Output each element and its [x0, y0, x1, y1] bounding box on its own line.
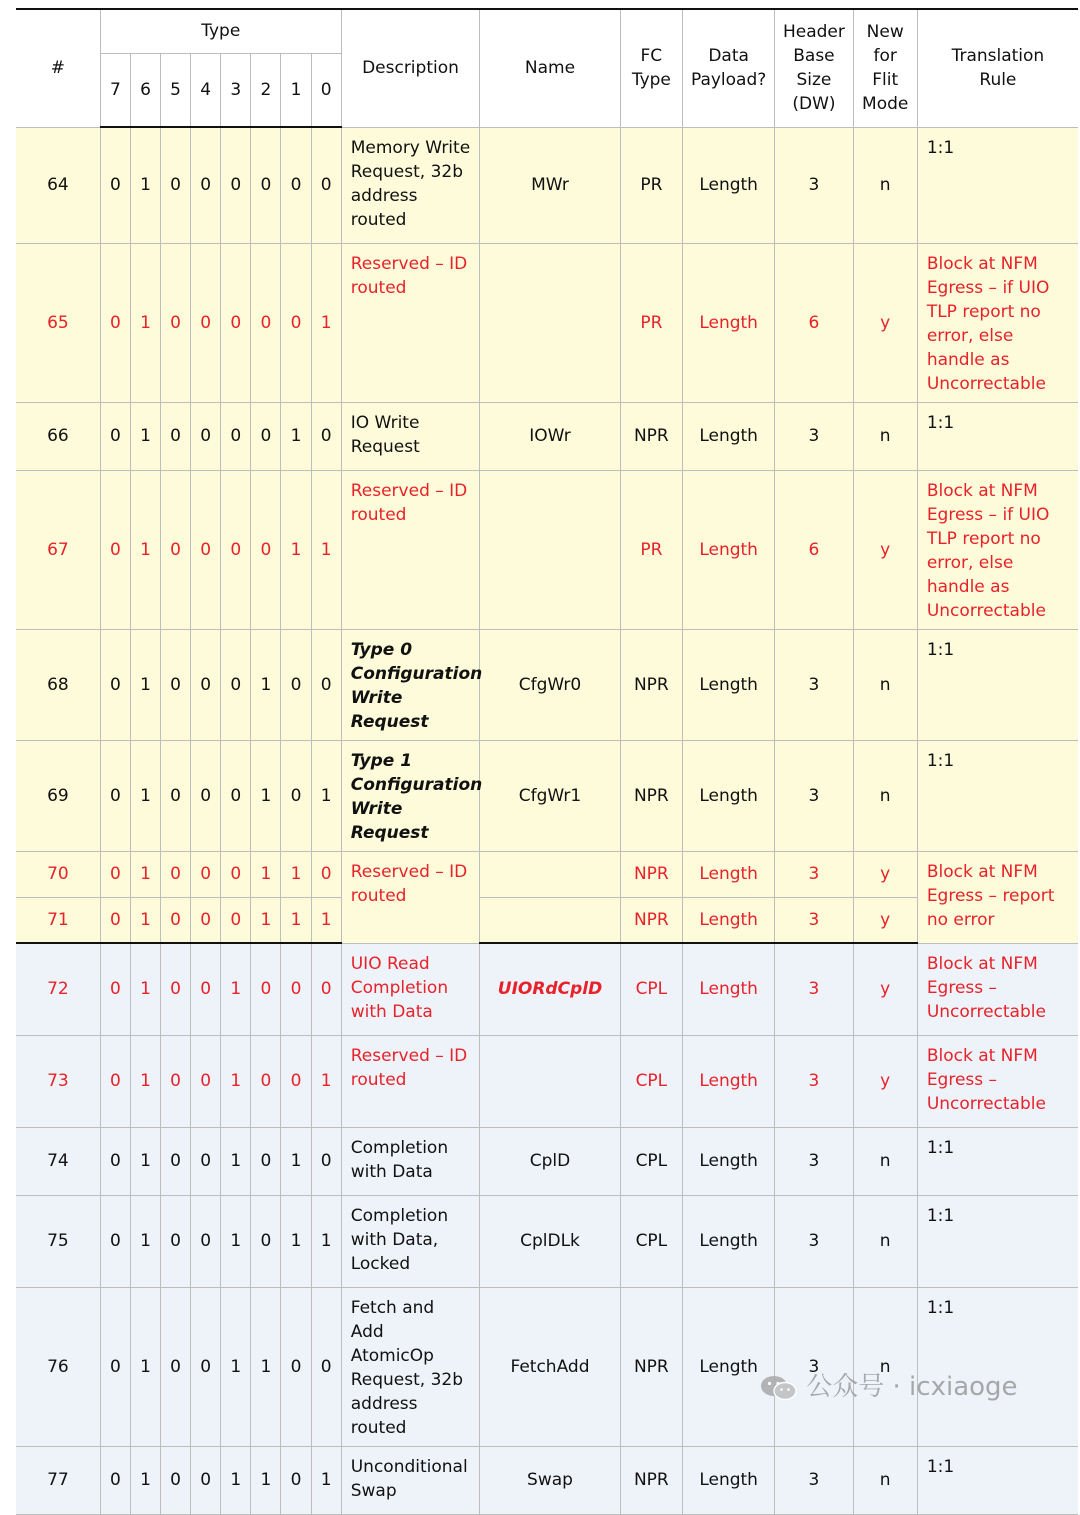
bit-cell: 0 [281, 243, 311, 402]
bit-cell: 0 [251, 243, 281, 402]
table-row [16, 243, 1078, 402]
bit-cell: 0 [100, 127, 130, 243]
col-rule-header: Translation Rule [917, 9, 1078, 127]
translation-rule-cell: Block at NFM Egress – if UIO TLP report no error, else handle as Uncorrectable [917, 243, 1078, 402]
data-payload-cell: Length [682, 470, 774, 629]
table-row [16, 1035, 1078, 1127]
translation-rule-cell: 1:1 [917, 1127, 1078, 1195]
new-flit-cell: n [853, 402, 917, 470]
bit-cell: 0 [161, 897, 191, 943]
translation-rule-cell: 1:1 [917, 1287, 1078, 1446]
bit-cell: 1 [130, 740, 160, 851]
bit-cell: 1 [281, 1127, 311, 1195]
bit-cell: 0 [191, 127, 221, 243]
bit-cell: 0 [100, 897, 130, 943]
col-description-header: Description [341, 9, 480, 127]
bit-cell: 0 [100, 1127, 130, 1195]
bit-cell: 0 [100, 470, 130, 629]
bit-cell: 0 [191, 1287, 221, 1446]
bit-cell: 0 [161, 943, 191, 1035]
bit-header: 3 [221, 53, 251, 127]
col-new-flit-header: New for Flit Mode [853, 9, 917, 127]
new-flit-cell: y [853, 470, 917, 629]
bit-cell: 0 [251, 1127, 281, 1195]
new-flit-cell: y [853, 243, 917, 402]
fc-type-cell: PR [620, 127, 682, 243]
bit-cell: 1 [251, 629, 281, 740]
row-number-cell: 65 [16, 243, 100, 402]
translation-rule-cell: 1:1 [917, 740, 1078, 851]
col-payload-header: Data Payload? [682, 9, 774, 127]
description-cell: IO Write Request [341, 402, 480, 470]
bit-cell: 0 [161, 243, 191, 402]
bit-cell: 0 [161, 402, 191, 470]
bit-cell: 0 [100, 1287, 130, 1446]
bit-cell: 0 [191, 470, 221, 629]
header-size-cell: 6 [775, 470, 853, 629]
bit-cell: 0 [311, 127, 341, 243]
bit-cell: 1 [130, 943, 160, 1035]
bit-cell: 0 [161, 851, 191, 897]
new-flit-cell: y [853, 943, 917, 1035]
fc-type-cell: PR [620, 470, 682, 629]
name-cell: CfgWr1 [480, 740, 621, 851]
bit-cell: 0 [221, 127, 251, 243]
data-payload-cell: Length [682, 402, 774, 470]
description-cell: Unconditional Swap [341, 1446, 480, 1514]
new-flit-cell: y [853, 851, 917, 897]
bit-cell: 0 [221, 897, 251, 943]
name-cell: CplDLk [480, 1195, 621, 1287]
data-payload-cell: Length [682, 1195, 774, 1287]
bit-header: 4 [191, 53, 221, 127]
bit-cell: 1 [251, 1287, 281, 1446]
bit-cell: 0 [191, 402, 221, 470]
table-row [16, 740, 1078, 851]
bit-cell: 0 [191, 943, 221, 1035]
translation-rule-cell: 1:1 [917, 1446, 1078, 1514]
data-payload-cell: Length [682, 243, 774, 402]
name-cell: FetchAdd [480, 1287, 621, 1446]
bit-cell: 0 [191, 740, 221, 851]
name-cell [480, 243, 621, 402]
bit-cell: 1 [130, 1287, 160, 1446]
bit-cell: 1 [311, 1195, 341, 1287]
bit-cell: 1 [281, 470, 311, 629]
bit-cell: 0 [100, 851, 130, 897]
bit-header: 6 [130, 53, 160, 127]
col-header-size-header: Header Base Size (DW) [775, 9, 853, 127]
bit-cell: 0 [161, 1035, 191, 1127]
bit-cell: 0 [281, 127, 311, 243]
bit-cell: 1 [311, 1035, 341, 1127]
bit-cell: 0 [221, 470, 251, 629]
fc-type-cell: NPR [620, 402, 682, 470]
name-cell: Swap [480, 1446, 621, 1514]
description-cell: Fetch and Add AtomicOp Request, 32b address routed [341, 1287, 480, 1446]
wechat-icon [760, 1374, 798, 1402]
new-flit-cell: n [853, 1127, 917, 1195]
tlp-type-table [16, 8, 1078, 1515]
data-payload-cell: Length [682, 629, 774, 740]
bit-cell: 0 [281, 740, 311, 851]
bit-cell: 0 [311, 1287, 341, 1446]
bit-cell: 0 [100, 1195, 130, 1287]
fc-type-cell: CPL [620, 943, 682, 1035]
bit-cell: 0 [161, 1195, 191, 1287]
bit-cell: 0 [100, 1035, 130, 1127]
bit-cell: 0 [161, 1287, 191, 1446]
bit-header: 0 [311, 53, 341, 127]
data-payload-cell: Length [682, 127, 774, 243]
header-size-cell: 3 [775, 1287, 853, 1446]
bit-cell: 0 [311, 1127, 341, 1195]
header-size-cell: 3 [775, 943, 853, 1035]
bit-header: 2 [251, 53, 281, 127]
new-flit-cell: n [853, 127, 917, 243]
bit-cell: 0 [161, 629, 191, 740]
row-number-cell: 77 [16, 1446, 100, 1514]
bit-cell: 1 [311, 740, 341, 851]
name-cell: UIORdCplD [480, 943, 621, 1035]
bit-cell: 1 [130, 1035, 160, 1127]
header-size-cell: 3 [775, 127, 853, 243]
table-row [16, 851, 1078, 897]
bit-header: 1 [281, 53, 311, 127]
bit-cell: 1 [311, 897, 341, 943]
bit-cell: 0 [311, 943, 341, 1035]
bit-cell: 0 [161, 1446, 191, 1514]
bit-cell: 0 [100, 1446, 130, 1514]
bit-cell: 0 [161, 127, 191, 243]
fc-type-cell: NPR [620, 629, 682, 740]
bit-cell: 1 [311, 1446, 341, 1514]
bit-cell: 0 [191, 851, 221, 897]
translation-rule-cell: Block at NFM Egress – Uncorrectable [917, 1035, 1078, 1127]
new-flit-cell: n [853, 629, 917, 740]
bit-cell: 0 [311, 402, 341, 470]
bit-cell: 0 [161, 740, 191, 851]
bit-cell: 0 [281, 943, 311, 1035]
new-flit-cell: n [853, 1195, 917, 1287]
fc-type-cell: PR [620, 243, 682, 402]
name-cell [480, 1035, 621, 1127]
fc-type-cell: NPR [620, 851, 682, 897]
description-cell: Memory Write Request, 32b address routed [341, 127, 480, 243]
row-number-cell: 64 [16, 127, 100, 243]
bit-cell: 1 [130, 1446, 160, 1514]
bit-cell: 0 [251, 1035, 281, 1127]
translation-rule-cell: Block at NFM Egress – report no error [917, 851, 1078, 943]
header-size-cell: 3 [775, 1127, 853, 1195]
new-flit-cell: n [853, 1446, 917, 1514]
row-number-cell: 67 [16, 470, 100, 629]
name-cell: MWr [480, 127, 621, 243]
bit-cell: 1 [251, 740, 281, 851]
bit-cell: 1 [221, 1195, 251, 1287]
description-cell: Reserved – ID routed [341, 470, 480, 629]
data-payload-cell: Length [682, 1287, 774, 1446]
bit-cell: 0 [311, 629, 341, 740]
bit-cell: 0 [161, 1127, 191, 1195]
bit-cell: 1 [311, 243, 341, 402]
row-number-cell: 73 [16, 1035, 100, 1127]
row-number-cell: 66 [16, 402, 100, 470]
row-number-cell: 68 [16, 629, 100, 740]
description-cell: UIO Read Completion with Data [341, 943, 480, 1035]
bit-header: 5 [161, 53, 191, 127]
bit-cell: 0 [221, 243, 251, 402]
bit-cell: 1 [281, 402, 311, 470]
table-row [16, 943, 1078, 1035]
bit-cell: 1 [251, 851, 281, 897]
bit-cell: 1 [251, 1446, 281, 1514]
row-number-cell: 76 [16, 1287, 100, 1446]
data-payload-cell: Length [682, 1127, 774, 1195]
bit-cell: 1 [221, 1127, 251, 1195]
col-type-header: Type [100, 9, 341, 53]
row-number-cell: 74 [16, 1127, 100, 1195]
new-flit-cell: n [853, 1287, 917, 1446]
fc-type-cell: CPL [620, 1195, 682, 1287]
header-size-cell: 3 [775, 1446, 853, 1514]
bit-cell: 0 [221, 740, 251, 851]
bit-cell: 0 [221, 629, 251, 740]
bit-cell: 1 [281, 1195, 311, 1287]
bit-cell: 1 [130, 897, 160, 943]
translation-rule-cell: 1:1 [917, 629, 1078, 740]
header-size-cell: 3 [775, 897, 853, 943]
bit-cell: 1 [251, 897, 281, 943]
table-header [16, 9, 1078, 127]
bit-cell: 1 [221, 1035, 251, 1127]
fc-type-cell: NPR [620, 740, 682, 851]
bit-cell: 0 [191, 1127, 221, 1195]
translation-rule-cell: Block at NFM Egress – if UIO TLP report no error, else handle as Uncorrectable [917, 470, 1078, 629]
bit-cell: 0 [161, 470, 191, 629]
table-row [16, 1195, 1078, 1287]
bit-cell: 0 [251, 127, 281, 243]
new-flit-cell: y [853, 1035, 917, 1127]
bit-header: 7 [100, 53, 130, 127]
header-size-cell: 3 [775, 1035, 853, 1127]
bit-cell: 1 [130, 629, 160, 740]
name-cell [480, 470, 621, 629]
new-flit-cell: y [853, 897, 917, 943]
row-number-cell: 71 [16, 897, 100, 943]
data-payload-cell: Length [682, 943, 774, 1035]
bit-cell: 0 [221, 402, 251, 470]
bit-cell: 1 [221, 943, 251, 1035]
header-size-cell: 3 [775, 629, 853, 740]
bit-cell: 0 [100, 943, 130, 1035]
new-flit-cell: n [853, 740, 917, 851]
name-cell: CplD [480, 1127, 621, 1195]
bit-cell: 0 [191, 243, 221, 402]
data-payload-cell: Length [682, 1446, 774, 1514]
bit-cell: 0 [251, 943, 281, 1035]
bit-cell: 0 [281, 629, 311, 740]
bit-cell: 1 [130, 470, 160, 629]
col-num-header: # [16, 9, 100, 127]
translation-rule-cell: 1:1 [917, 402, 1078, 470]
row-number-cell: 70 [16, 851, 100, 897]
translation-rule-cell: 1:1 [917, 1195, 1078, 1287]
bit-cell: 0 [100, 629, 130, 740]
bit-cell: 0 [191, 629, 221, 740]
bit-cell: 0 [251, 470, 281, 629]
translation-rule-cell: Block at NFM Egress – Uncorrectable [917, 943, 1078, 1035]
description-cell: Type 1 Configuration Write Request [341, 740, 480, 851]
bit-cell: 1 [130, 402, 160, 470]
table-row [16, 127, 1078, 243]
description-cell: Completion with Data [341, 1127, 480, 1195]
col-name-header: Name [480, 9, 621, 127]
description-cell: Reserved – ID routed [341, 1035, 480, 1127]
bit-cell: 1 [221, 1446, 251, 1514]
bit-cell: 0 [281, 1287, 311, 1446]
bit-cell: 1 [130, 127, 160, 243]
bit-cell: 0 [251, 402, 281, 470]
bit-cell: 1 [130, 1195, 160, 1287]
bit-cell: 0 [191, 1195, 221, 1287]
table-row [16, 629, 1078, 740]
bit-cell: 0 [100, 402, 130, 470]
row-number-cell: 69 [16, 740, 100, 851]
bit-cell: 1 [281, 897, 311, 943]
bit-cell: 0 [281, 1446, 311, 1514]
fc-type-cell: NPR [620, 1446, 682, 1514]
fc-type-cell: CPL [620, 1035, 682, 1127]
name-cell [480, 851, 621, 897]
header-size-cell: 6 [775, 243, 853, 402]
translation-rule-cell: 1:1 [917, 127, 1078, 243]
data-payload-cell: Length [682, 897, 774, 943]
data-payload-cell: Length [682, 851, 774, 897]
bit-cell: 0 [191, 1035, 221, 1127]
fc-type-cell: CPL [620, 1127, 682, 1195]
fc-type-cell: NPR [620, 1287, 682, 1446]
row-number-cell: 72 [16, 943, 100, 1035]
bit-cell: 0 [311, 851, 341, 897]
fc-type-cell: NPR [620, 897, 682, 943]
bit-cell: 1 [311, 470, 341, 629]
name-cell: CfgWr0 [480, 629, 621, 740]
data-payload-cell: Length [682, 1035, 774, 1127]
table-row [16, 470, 1078, 629]
bit-cell: 0 [100, 243, 130, 402]
col-fc-type-header: FC Type [620, 9, 682, 127]
table-row [16, 1127, 1078, 1195]
bit-cell: 1 [130, 243, 160, 402]
bit-cell: 1 [221, 1287, 251, 1446]
table-row [16, 402, 1078, 470]
header-size-cell: 3 [775, 740, 853, 851]
table-body [16, 127, 1078, 1514]
description-cell: Reserved – ID routed [341, 851, 480, 943]
description-cell: Completion with Data, Locked [341, 1195, 480, 1287]
name-cell: IOWr [480, 402, 621, 470]
header-size-cell: 3 [775, 1195, 853, 1287]
bit-cell: 1 [130, 851, 160, 897]
bit-cell: 0 [251, 1195, 281, 1287]
description-cell: Type 0 Configuration Write Request [341, 629, 480, 740]
name-cell [480, 897, 621, 943]
bit-cell: 0 [281, 1035, 311, 1127]
data-payload-cell: Length [682, 740, 774, 851]
table-row [16, 1446, 1078, 1514]
row-number-cell: 75 [16, 1195, 100, 1287]
bit-cell: 0 [191, 1446, 221, 1514]
header-size-cell: 3 [775, 851, 853, 897]
bit-cell: 0 [221, 851, 251, 897]
bit-cell: 0 [191, 897, 221, 943]
header-size-cell: 3 [775, 402, 853, 470]
watermark: 公众号 · icxiaoge [760, 1366, 1018, 1403]
bit-cell: 0 [100, 740, 130, 851]
description-cell: Reserved – ID routed [341, 243, 480, 402]
bit-cell: 1 [130, 1127, 160, 1195]
bit-cell: 1 [281, 851, 311, 897]
